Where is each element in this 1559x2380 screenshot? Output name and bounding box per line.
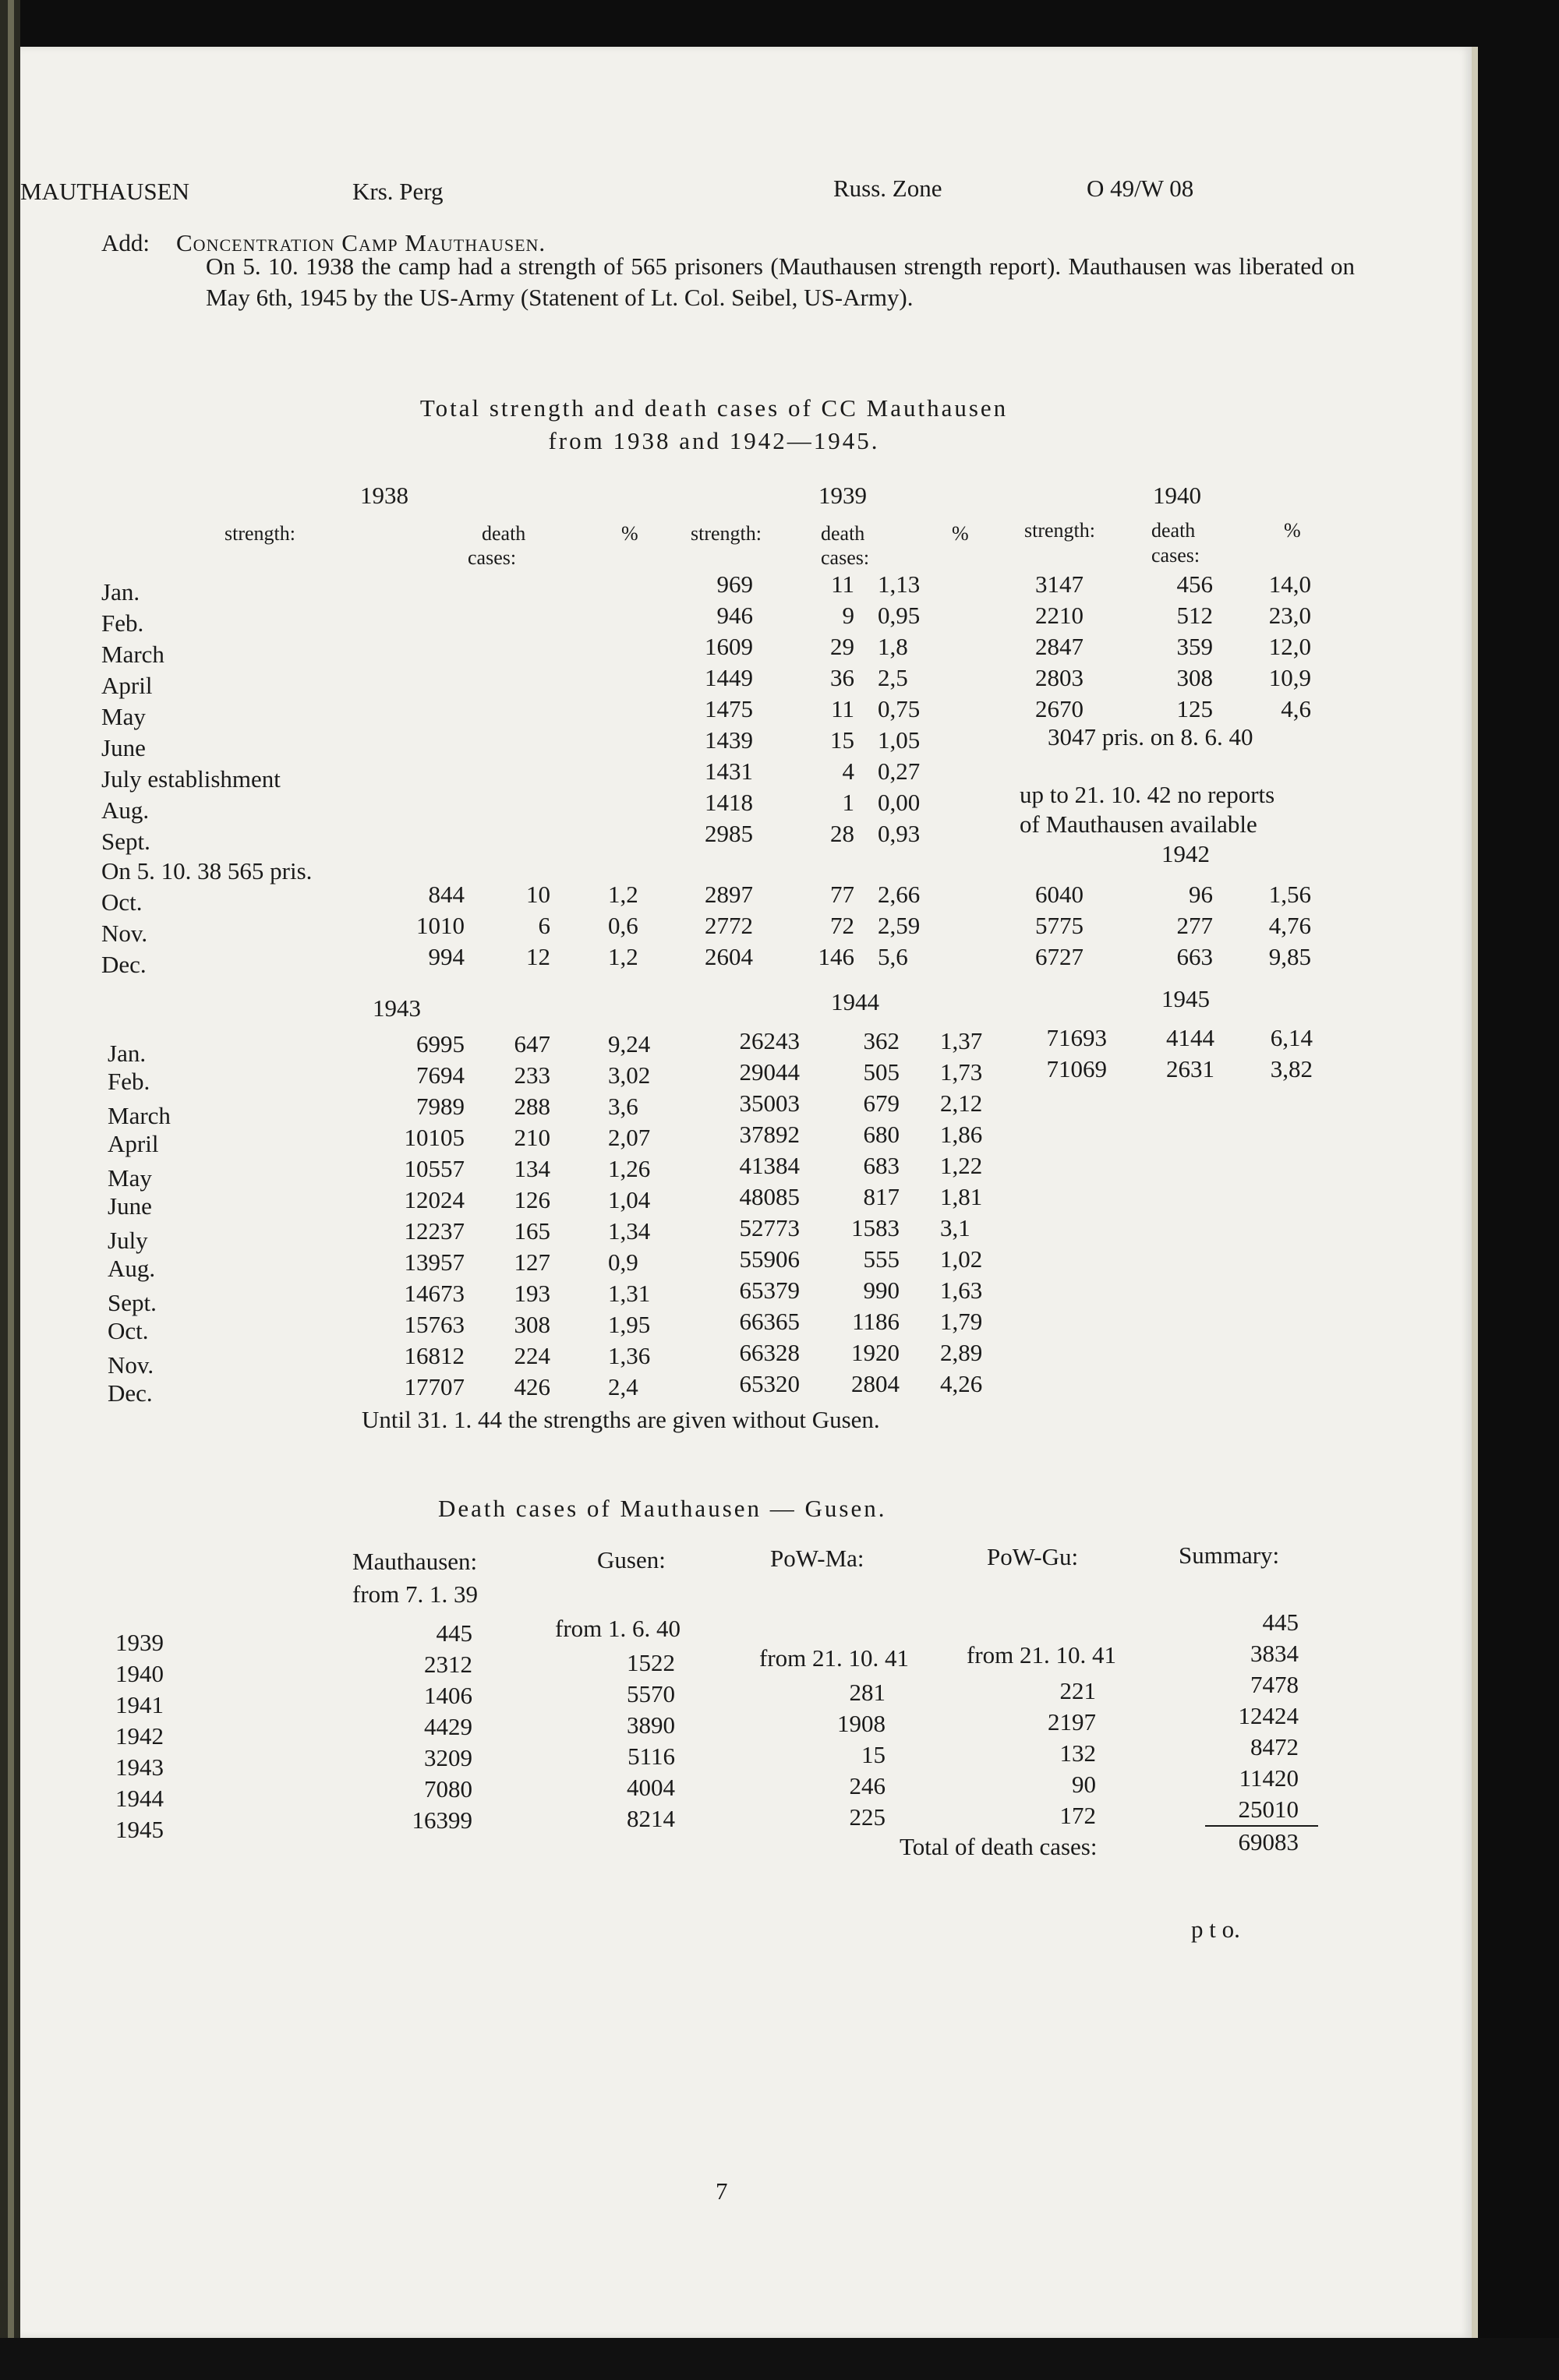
cell-1944-death: 1186 — [852, 1308, 900, 1335]
cell-1943-death: 288 — [514, 1093, 550, 1120]
cell-1939-pct: 5,6 — [878, 943, 908, 970]
cell-1939-death: 77 — [830, 881, 854, 908]
cell-1943-strength: 12237 — [404, 1217, 465, 1245]
total-value: 69083 — [1238, 1828, 1299, 1856]
cell-1943-death: 233 — [514, 1061, 550, 1089]
header-mauthausen: Mauthausen: — [352, 1548, 478, 1575]
cell-1944-death: 680 — [863, 1121, 900, 1148]
cell-1944-pct: 3,1 — [940, 1214, 970, 1241]
year-header: 1944 — [831, 988, 879, 1015]
cell-1943-strength: 16812 — [404, 1342, 465, 1369]
month-label: Aug. — [101, 796, 150, 824]
cell-1944-strength: 66365 — [739, 1308, 800, 1335]
add-paragraph: On 5. 10. 1938 the camp had a strength of 565 prisoners (Mauthausen strength report). Mauthausen was liberated on May 6th, 1945 by the US-Army (Statenent of Lt. Col. Seibel, US-Army). — [206, 252, 1355, 311]
cell-1942-strength: 6040 — [1035, 881, 1084, 908]
cell-1938-death: 6 — [538, 912, 550, 939]
month-label: Sept. — [101, 828, 150, 855]
page-edge — [1472, 47, 1478, 2338]
cell-1942-pct: 4,76 — [1268, 912, 1311, 939]
cell-1945-strength: 71693 — [1046, 1024, 1107, 1051]
cell-1939-death: 146 — [818, 943, 854, 970]
cell-1939-pct: 1,05 — [878, 726, 921, 754]
cell-1945-pct: 6,14 — [1270, 1024, 1313, 1051]
month-label: July establishment — [101, 765, 281, 793]
cell-1944-strength: 65320 — [739, 1370, 800, 1397]
cell-1943-pct: 2,4 — [608, 1373, 638, 1400]
cell-powgu: 172 — [1059, 1802, 1096, 1829]
cell-1944-death: 2804 — [851, 1370, 900, 1397]
cell-summary: 25010 — [1238, 1796, 1299, 1823]
cell-1939-strength: 1609 — [705, 633, 753, 660]
cell-1943-strength: 15763 — [404, 1311, 465, 1338]
cell-1940-death: 456 — [1176, 570, 1213, 598]
header-district: Krs. Perg — [352, 178, 444, 205]
cell-mauthausen: 16399 — [412, 1806, 472, 1834]
cell-powma: 246 — [849, 1772, 886, 1799]
month-label: Oct. — [108, 1317, 149, 1344]
note-1942-b: of Mauthausen available — [1020, 810, 1257, 838]
cell-1943-death: 224 — [514, 1342, 550, 1369]
cell-1940-pct: 10,9 — [1268, 664, 1311, 691]
col-header-pct: % — [1284, 519, 1301, 542]
cell-1943-pct: 1,04 — [608, 1186, 651, 1213]
cell-1939-pct: 0,93 — [878, 820, 921, 847]
cell-1939-strength: 969 — [716, 570, 753, 598]
cell-powma: 15 — [861, 1741, 886, 1768]
month-label: Jan. — [108, 1040, 147, 1067]
cell-1944-pct: 2,12 — [940, 1089, 983, 1117]
col-header-strength: strength: — [691, 522, 762, 545]
cell-1944-strength: 48085 — [739, 1183, 800, 1210]
cell-mauthausen: 4429 — [424, 1713, 472, 1740]
cell-1943-pct: 1,34 — [608, 1217, 651, 1245]
cell-1939-strength: 1439 — [705, 726, 753, 754]
cell-1944-pct: 1,63 — [940, 1277, 983, 1304]
cell-1938-strength: 844 — [428, 881, 465, 908]
col-header-pct: % — [952, 522, 969, 545]
document-page — [20, 47, 1472, 2338]
add-title: Concentration Camp Mauthausen. — [176, 229, 546, 256]
cell-1940-pct: 12,0 — [1268, 633, 1311, 660]
cell-1943-death: 647 — [514, 1030, 550, 1058]
cell-1939-death: 11 — [831, 570, 854, 598]
cell-1939-pct: 2,66 — [878, 881, 921, 908]
sum-rule — [1205, 1825, 1318, 1827]
add-label: Add: — [101, 229, 150, 256]
month-label: Feb. — [108, 1068, 150, 1095]
year-header: 1938 — [360, 482, 408, 509]
year-label: 1944 — [115, 1785, 164, 1812]
cell-summary: 445 — [1262, 1608, 1299, 1636]
cell-1939-pct: 1,8 — [878, 633, 908, 660]
col-header-death: death — [821, 522, 865, 545]
cell-summary: 8472 — [1250, 1733, 1299, 1760]
cell-summary: 7478 — [1250, 1671, 1299, 1698]
cell-1939-pct: 0,75 — [878, 695, 921, 722]
cell-1943-pct: 1,26 — [608, 1155, 651, 1182]
cell-1940-pct: 4,6 — [1281, 695, 1311, 722]
month-label: Jan. — [101, 578, 140, 606]
cell-1942-death: 96 — [1189, 881, 1213, 908]
cell-1943-strength: 14673 — [404, 1280, 465, 1307]
cell-1944-strength: 41384 — [739, 1152, 800, 1179]
cell-1943-pct: 3,6 — [608, 1093, 638, 1120]
cell-1944-death: 1583 — [851, 1214, 900, 1241]
month-label: Aug. — [108, 1255, 156, 1282]
cell-gusen: 5116 — [627, 1743, 675, 1770]
cell-1944-death: 555 — [863, 1245, 900, 1273]
cell-1939-strength: 1449 — [705, 664, 753, 691]
table1-title-line2: from 1938 and 1942—1945. — [548, 427, 880, 454]
cell-1940-death: 308 — [1176, 664, 1213, 691]
cell-mauthausen: 3209 — [424, 1744, 472, 1771]
month-label: April — [101, 672, 153, 699]
cell-1939-strength: 946 — [716, 602, 753, 629]
year-header: 1940 — [1153, 482, 1201, 509]
cell-1943-pct: 2,07 — [608, 1124, 651, 1151]
cell-1942-pct: 9,85 — [1268, 943, 1311, 970]
cell-1942-strength: 5775 — [1035, 912, 1084, 939]
cell-1943-pct: 3,02 — [608, 1061, 651, 1089]
col-header-cases: cases: — [1151, 544, 1200, 567]
month-label: July — [108, 1227, 148, 1254]
cell-1944-pct: 1,22 — [940, 1152, 983, 1179]
cell-1942-pct: 1,56 — [1268, 881, 1311, 908]
month-label: May — [108, 1164, 152, 1192]
cell-1945-death: 2631 — [1166, 1055, 1214, 1082]
cell-mauthausen: 7080 — [424, 1775, 472, 1803]
cell-1944-strength: 66328 — [739, 1339, 800, 1366]
cell-1943-strength: 7989 — [416, 1093, 465, 1120]
cell-summary: 3834 — [1250, 1640, 1299, 1667]
cell-1943-pct: 1,95 — [608, 1311, 651, 1338]
year-label: 1941 — [115, 1691, 164, 1718]
cell-1944-death: 683 — [863, 1152, 900, 1179]
cell-1938-death: 12 — [526, 943, 550, 970]
cell-1943-pct: 9,24 — [608, 1030, 651, 1058]
cell-powgu: 90 — [1072, 1771, 1096, 1798]
year-header: 1939 — [818, 482, 867, 509]
cell-1944-pct: 1,79 — [940, 1308, 983, 1335]
month-label: March — [101, 641, 164, 668]
cell-1939-death: 11 — [831, 695, 854, 722]
cell-gusen: 1522 — [627, 1649, 675, 1676]
cell-1945-strength: 71069 — [1046, 1055, 1107, 1082]
cell-1944-pct: 1,81 — [940, 1183, 983, 1210]
col-header-cases: cases: — [468, 546, 517, 569]
cell-1944-strength: 37892 — [739, 1121, 800, 1148]
cell-powma: 225 — [849, 1803, 886, 1831]
header-powgu: PoW-Gu: — [987, 1543, 1079, 1570]
cell-powma: 1908 — [837, 1710, 886, 1737]
cell-1943-death: 210 — [514, 1124, 550, 1151]
cell-1943-strength: 6995 — [416, 1030, 465, 1058]
cell-1943-death: 127 — [514, 1248, 550, 1276]
cell-1938-strength: 994 — [428, 943, 465, 970]
month-label: On 5. 10. 38 565 pris. — [101, 857, 313, 885]
powgu-note: from 21. 10. 41 — [967, 1641, 1117, 1668]
month-label: Oct. — [101, 888, 143, 916]
month-label: Sept. — [108, 1289, 157, 1316]
cell-1939-death: 4 — [842, 757, 854, 785]
cell-1943-strength: 10557 — [404, 1155, 465, 1182]
cell-1938-pct: 0,6 — [608, 912, 638, 939]
cell-1944-pct: 1,73 — [940, 1058, 983, 1086]
cell-1939-strength: 2772 — [705, 912, 753, 939]
page-number: 7 — [716, 2177, 728, 2205]
cell-1945-pct: 3,82 — [1270, 1055, 1313, 1082]
cell-1939-death: 9 — [842, 602, 854, 629]
cell-1944-death: 990 — [863, 1277, 900, 1304]
cell-gusen: 5570 — [627, 1680, 675, 1707]
year-label: 1939 — [115, 1629, 164, 1656]
cell-1938-pct: 1,2 — [608, 943, 638, 970]
cell-1943-death: 165 — [514, 1217, 550, 1245]
month-label: Dec. — [108, 1379, 153, 1407]
month-label: Nov. — [108, 1351, 154, 1379]
cell-1940-strength: 2803 — [1035, 664, 1084, 691]
header-zone: Russ. Zone — [833, 175, 942, 202]
cell-1943-strength: 7694 — [416, 1061, 465, 1089]
cell-1943-death: 426 — [514, 1373, 550, 1400]
year-label: 1945 — [115, 1816, 164, 1843]
cell-1942-strength: 6727 — [1035, 943, 1084, 970]
cell-1943-death: 193 — [514, 1280, 550, 1307]
col-header-cases: cases: — [821, 546, 870, 569]
cell-1943-death: 308 — [514, 1311, 550, 1338]
cell-1939-strength: 1418 — [705, 789, 753, 816]
cell-1940-strength: 2670 — [1035, 695, 1084, 722]
cell-1943-strength: 12024 — [404, 1186, 465, 1213]
header-place: MAUTHAUSEN — [20, 178, 189, 205]
cell-1942-death: 663 — [1176, 943, 1213, 970]
cell-1939-death: 1 — [842, 789, 854, 816]
gusen-note: from 1. 6. 40 — [555, 1615, 681, 1642]
cell-1943-strength: 13957 — [404, 1248, 465, 1276]
cell-mauthausen: 2312 — [424, 1651, 472, 1678]
header-summary: Summary: — [1179, 1541, 1280, 1569]
cell-1939-strength: 1475 — [705, 695, 753, 722]
cell-1943-death: 134 — [514, 1155, 550, 1182]
col-header-death: death — [1151, 519, 1196, 542]
cell-gusen: 4004 — [627, 1774, 675, 1801]
table1-title-line1: Total strength and death cases of CC Mauthausen — [419, 394, 1009, 422]
cell-1939-pct: 1,13 — [878, 570, 921, 598]
cell-1944-pct: 1,86 — [940, 1121, 983, 1148]
cell-1939-strength: 2985 — [705, 820, 753, 847]
cell-powma: 281 — [849, 1679, 886, 1706]
cell-1939-pct: 2,5 — [878, 664, 908, 691]
cell-1944-strength: 35003 — [739, 1089, 800, 1117]
month-label: Feb. — [101, 609, 144, 637]
cell-1943-strength: 10105 — [404, 1124, 465, 1151]
month-label: June — [101, 734, 146, 761]
month-label: June — [108, 1192, 152, 1220]
cell-1944-pct: 2,89 — [940, 1339, 983, 1366]
cell-summary: 12424 — [1238, 1702, 1299, 1729]
cell-1939-death: 15 — [830, 726, 854, 754]
year-label: 1943 — [115, 1753, 164, 1781]
year-header: 1945 — [1161, 985, 1210, 1012]
cell-1938-strength: 1010 — [416, 912, 465, 939]
cell-1944-death: 505 — [863, 1058, 900, 1086]
cell-1940-pct: 23,0 — [1268, 602, 1311, 629]
cell-powgu: 221 — [1059, 1677, 1096, 1704]
table1-footnote: Until 31. 1. 44 the strengths are given without Gusen. — [362, 1406, 880, 1433]
year-label: 1942 — [115, 1722, 164, 1750]
cell-1939-strength: 2604 — [705, 943, 753, 970]
cell-mauthausen: 1406 — [424, 1682, 472, 1709]
cell-1945-death: 4144 — [1166, 1024, 1214, 1051]
cell-1939-death: 72 — [830, 912, 854, 939]
cell-1944-strength: 26243 — [739, 1027, 800, 1054]
cell-gusen: 3890 — [627, 1711, 675, 1739]
cell-1944-death: 679 — [863, 1089, 900, 1117]
note-1940-june: 3047 pris. on 8. 6. 40 — [1048, 723, 1253, 750]
cell-1938-death: 10 — [526, 881, 550, 908]
cell-summary: 11420 — [1239, 1764, 1299, 1792]
col-header-strength: strength: — [1024, 519, 1095, 542]
total-label: Total of death cases: — [900, 1833, 1098, 1860]
month-label: Dec. — [101, 951, 147, 978]
powma-note: from 21. 10. 41 — [759, 1644, 910, 1672]
cell-1939-strength: 1431 — [705, 757, 753, 785]
year-header: 1943 — [373, 994, 421, 1022]
cell-1944-strength: 52773 — [739, 1214, 800, 1241]
cell-1943-pct: 1,31 — [608, 1280, 651, 1307]
cell-1942-death: 277 — [1176, 912, 1213, 939]
cell-1944-strength: 65379 — [739, 1277, 800, 1304]
cell-1939-pct: 0,27 — [878, 757, 921, 785]
col-header-death: death — [482, 522, 526, 545]
header-gusen: Gusen: — [597, 1546, 666, 1573]
cell-powgu: 132 — [1059, 1739, 1096, 1767]
month-label: May — [101, 703, 146, 730]
pto-note: p t o. — [1191, 1916, 1240, 1943]
col-header-strength: strength: — [224, 522, 295, 545]
cell-1944-pct: 1,02 — [940, 1245, 983, 1273]
cell-powgu: 2197 — [1048, 1708, 1096, 1736]
cell-1940-pct: 14,0 — [1268, 570, 1311, 598]
cell-gusen: 8214 — [627, 1805, 675, 1832]
cell-1944-strength: 29044 — [739, 1058, 800, 1086]
col-header-pct: % — [621, 522, 638, 545]
cell-1939-death: 28 — [830, 820, 854, 847]
cell-1943-strength: 17707 — [404, 1373, 465, 1400]
cell-1944-death: 362 — [863, 1027, 900, 1054]
cell-1944-pct: 4,26 — [940, 1370, 983, 1397]
cell-1940-death: 359 — [1176, 633, 1213, 660]
cell-1940-death: 125 — [1176, 695, 1213, 722]
binding-strip — [8, 0, 14, 2380]
year-header: 1942 — [1161, 840, 1210, 867]
cell-1943-pct: 0,9 — [608, 1248, 638, 1276]
cell-1944-death: 1920 — [851, 1339, 900, 1366]
header-code: O 49/W 08 — [1087, 175, 1194, 202]
month-label: April — [108, 1130, 159, 1157]
mauthausen-note: from 7. 1. 39 — [352, 1580, 479, 1608]
cell-1939-death: 29 — [830, 633, 854, 660]
cell-1939-pct: 2,59 — [878, 912, 921, 939]
cell-1939-death: 36 — [830, 664, 854, 691]
scan-bottom-border — [0, 2338, 1559, 2380]
note-1942-a: up to 21. 10. 42 no reports — [1020, 781, 1275, 808]
cell-1939-pct: 0,00 — [878, 789, 921, 816]
cell-1940-death: 512 — [1176, 602, 1213, 629]
cell-1940-strength: 2210 — [1035, 602, 1084, 629]
table2-title: Death cases of Mauthausen — Gusen. — [438, 1495, 887, 1522]
cell-1944-death: 817 — [863, 1183, 900, 1210]
header-powma: PoW-Ma: — [770, 1545, 864, 1572]
cell-1940-strength: 2847 — [1035, 633, 1084, 660]
cell-mauthausen: 445 — [436, 1619, 472, 1647]
cell-1939-pct: 0,95 — [878, 602, 921, 629]
cell-1943-pct: 1,36 — [608, 1342, 651, 1369]
cell-1943-death: 126 — [514, 1186, 550, 1213]
month-label: March — [108, 1102, 171, 1129]
cell-1938-pct: 1,2 — [608, 881, 638, 908]
cell-1940-strength: 3147 — [1035, 570, 1084, 598]
year-label: 1940 — [115, 1660, 164, 1687]
cell-1939-strength: 2897 — [705, 881, 753, 908]
cell-1944-pct: 1,37 — [940, 1027, 983, 1054]
month-label: Nov. — [101, 920, 148, 947]
cell-1944-strength: 55906 — [739, 1245, 800, 1273]
